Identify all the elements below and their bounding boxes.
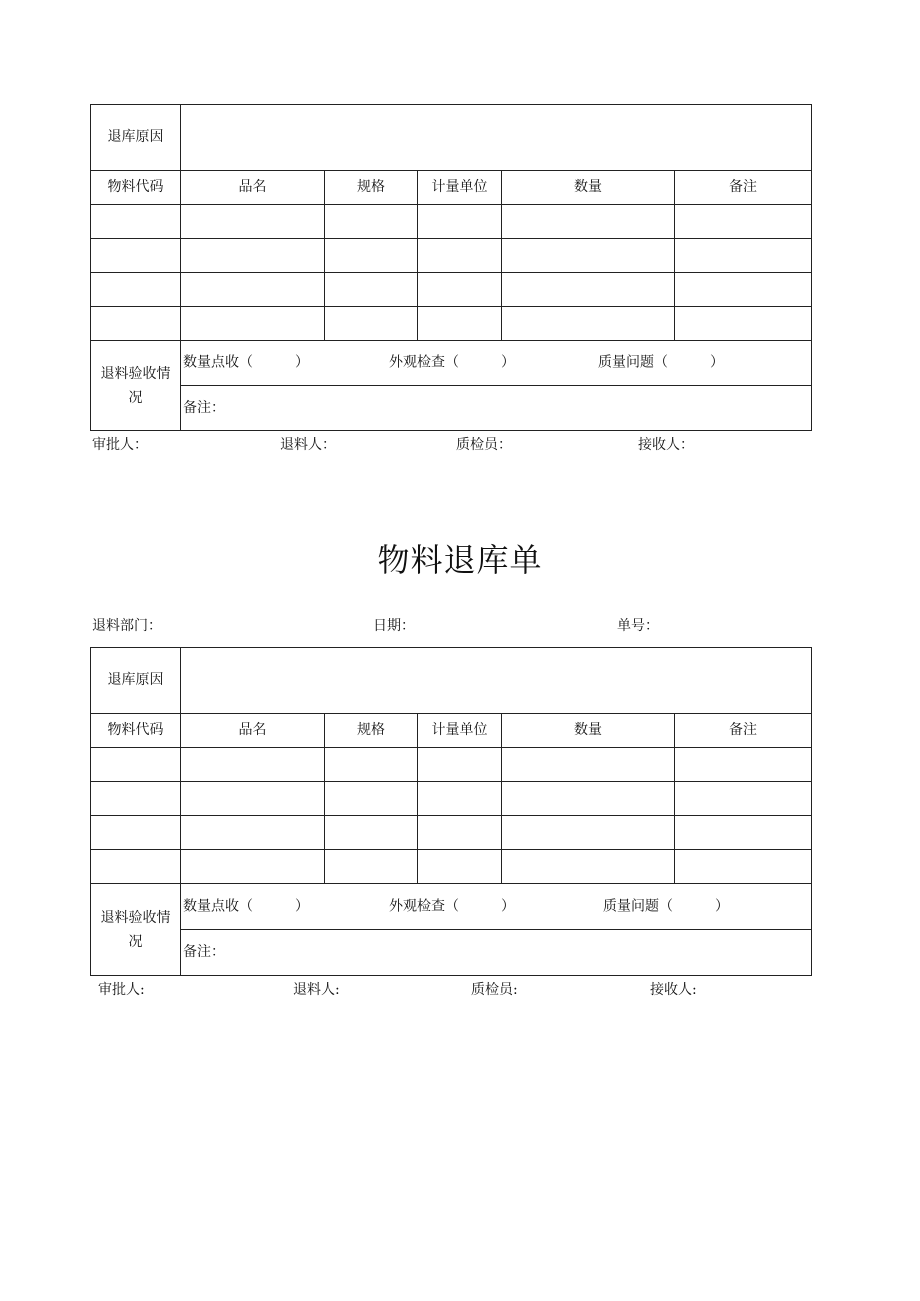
cell-product-name[interactable]: [181, 816, 325, 850]
header-material-code: 物料代码: [91, 714, 181, 748]
header-unit: 计量单位: [418, 171, 502, 205]
cell-product-name[interactable]: [181, 307, 325, 341]
cell-unit[interactable]: [418, 816, 502, 850]
cell-spec[interactable]: [325, 239, 418, 273]
table-row: [91, 748, 812, 782]
cell-product-name[interactable]: [181, 782, 325, 816]
appearance-check[interactable]: 外观检查（ ）: [389, 898, 515, 915]
header-remark: 备注: [675, 171, 812, 205]
remark-field[interactable]: 备注：: [181, 386, 812, 431]
returner-label: 退料人:: [293, 982, 340, 998]
cell-quantity[interactable]: [502, 205, 675, 239]
cell-product-name[interactable]: [181, 748, 325, 782]
cell-spec[interactable]: [325, 816, 418, 850]
cell-remark[interactable]: [675, 850, 812, 884]
inspection-checks: [181, 341, 812, 386]
cell-quantity[interactable]: [502, 748, 675, 782]
qty-check[interactable]: 数量点收（ ）: [183, 898, 309, 915]
cell-remark[interactable]: [675, 748, 812, 782]
cell-quantity[interactable]: [502, 782, 675, 816]
cell-spec[interactable]: [325, 307, 418, 341]
reason-field[interactable]: [181, 648, 812, 714]
return-form-table-top: [90, 104, 812, 431]
header-product-name: 品名: [181, 714, 325, 748]
cell-product-name[interactable]: [181, 273, 325, 307]
cell-product-name[interactable]: [181, 239, 325, 273]
header-quantity: 数量: [502, 171, 675, 205]
cell-material-code[interactable]: [91, 816, 181, 850]
approver-label: 审批人:: [98, 982, 145, 998]
header-quantity: 数量: [502, 714, 675, 748]
header-remark: 备注: [675, 714, 812, 748]
cell-product-name[interactable]: [181, 850, 325, 884]
cell-material-code[interactable]: [91, 239, 181, 273]
cell-spec[interactable]: [325, 850, 418, 884]
table-row: [91, 782, 812, 816]
cell-unit[interactable]: [418, 239, 502, 273]
cell-material-code[interactable]: [91, 205, 181, 239]
cell-quantity[interactable]: [502, 850, 675, 884]
table-row: [91, 307, 812, 341]
table-row: [91, 816, 812, 850]
return-form-table-bottom: [90, 647, 812, 976]
signature-row-top: [0, 434, 920, 454]
cell-material-code[interactable]: [91, 850, 181, 884]
cell-material-code[interactable]: [91, 782, 181, 816]
appearance-check[interactable]: 外观检查（ ）: [389, 354, 515, 371]
header-spec: 规格: [325, 714, 418, 748]
inspector-label: 质检员:: [471, 982, 518, 998]
receiver-label: 接收人：: [638, 437, 694, 453]
cell-product-name[interactable]: [181, 205, 325, 239]
acceptance-label: 退料验收情况: [91, 884, 181, 976]
cell-unit[interactable]: [418, 273, 502, 307]
reason-field[interactable]: [181, 105, 812, 171]
approver-label: 审批人：: [92, 437, 148, 453]
cell-unit[interactable]: [418, 307, 502, 341]
cell-spec[interactable]: [325, 748, 418, 782]
cell-remark[interactable]: [675, 239, 812, 273]
cell-material-code[interactable]: [91, 273, 181, 307]
qty-check[interactable]: 数量点收（ ）: [183, 354, 309, 371]
header-unit: 计量单位: [418, 714, 502, 748]
table-row: [91, 273, 812, 307]
header-product-name: 品名: [181, 171, 325, 205]
cell-material-code[interactable]: [91, 748, 181, 782]
cell-quantity[interactable]: [502, 816, 675, 850]
cell-spec[interactable]: [325, 273, 418, 307]
cell-material-code[interactable]: [91, 307, 181, 341]
cell-unit[interactable]: [418, 782, 502, 816]
acceptance-label: 退料验收情况: [91, 341, 181, 431]
cell-quantity[interactable]: [502, 307, 675, 341]
header-material-code: 物料代码: [91, 171, 181, 205]
cell-remark[interactable]: [675, 816, 812, 850]
table-row: [91, 205, 812, 239]
reason-label: 退库原因: [91, 648, 181, 714]
number-label: 单号：: [617, 618, 659, 634]
reason-label: 退库原因: [91, 105, 181, 171]
quality-issue[interactable]: 质量问题（ ）: [598, 354, 724, 371]
date-label: 日期：: [373, 618, 415, 634]
cell-quantity[interactable]: [502, 273, 675, 307]
receiver-label: 接收人:: [650, 982, 697, 998]
cell-unit[interactable]: [418, 205, 502, 239]
header-spec: 规格: [325, 171, 418, 205]
cell-remark[interactable]: [675, 782, 812, 816]
cell-remark[interactable]: [675, 273, 812, 307]
cell-remark[interactable]: [675, 205, 812, 239]
table-row: [91, 239, 812, 273]
page-title: 物料退库单: [377, 541, 543, 579]
cell-spec[interactable]: [325, 205, 418, 239]
quality-issue[interactable]: 质量问题（ ）: [603, 898, 729, 915]
cell-unit[interactable]: [418, 850, 502, 884]
inspector-label: 质检员：: [456, 437, 512, 453]
returner-label: 退料人：: [280, 437, 336, 453]
cell-quantity[interactable]: [502, 239, 675, 273]
cell-spec[interactable]: [325, 782, 418, 816]
table-row: [91, 850, 812, 884]
remark-field[interactable]: 备注：: [181, 930, 812, 976]
signature-row-bottom: [0, 979, 920, 999]
dept-label: 退料部门：: [92, 618, 162, 634]
cell-unit[interactable]: [418, 748, 502, 782]
inspection-checks: [181, 884, 812, 930]
cell-remark[interactable]: [675, 307, 812, 341]
